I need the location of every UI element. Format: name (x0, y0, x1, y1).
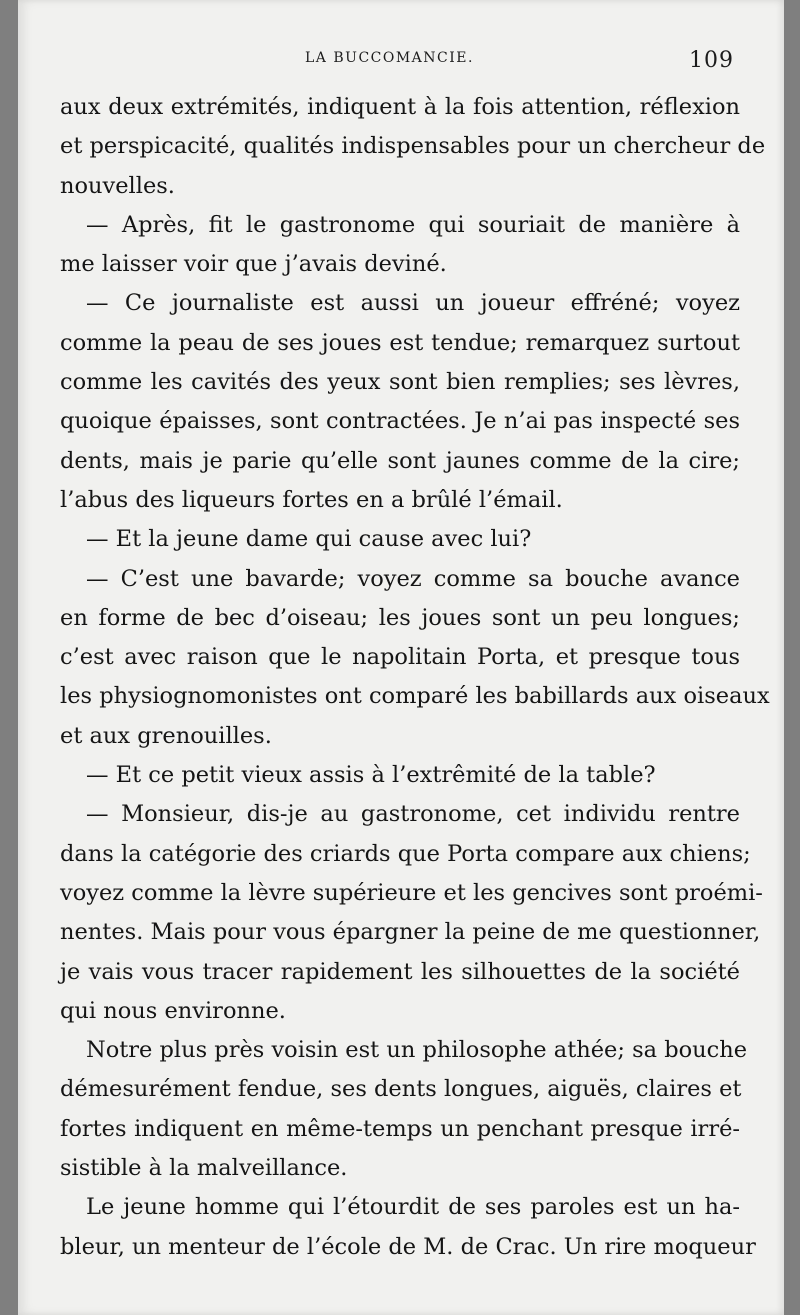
text-line: dans la catégorie des criards que Porta compare aux chiens; (60, 840, 751, 867)
page-number: 109 (689, 48, 734, 73)
text-line: c’est avec raison que le napolitain Porta, et presque tous (60, 644, 740, 671)
text-line: les physiognomonistes ont comparé les babillards aux oiseaux (60, 683, 770, 710)
paragraph (60, 756, 740, 795)
text-line: quoique épaisses, sont contractées. Je n’ai pas inspecté ses (60, 408, 740, 435)
book-page (18, 0, 784, 1315)
paragraph (60, 206, 740, 285)
text-line: démesurément fendue, ses dents longues, aiguës, claires et (60, 1076, 742, 1103)
text-line: et aux grenouilles. (60, 722, 272, 749)
paragraph (60, 1031, 748, 1188)
text-line: et perspicacité, qualités indispensables pour un chercheur de (60, 133, 766, 160)
text-line: — Après, fit le gastronome qui souriait de manière à (86, 211, 740, 238)
text-line: — Et ce petit vieux assis à l’extrêmité de la table? (86, 762, 656, 789)
text-line: nentes. Mais pour vous épargner la peine de me questionner, (60, 919, 761, 946)
running-head (18, 48, 784, 74)
paragraph (60, 520, 740, 559)
text-line: me laisser voir que j’avais deviné. (60, 251, 447, 278)
paragraph (60, 88, 766, 206)
paragraph (60, 560, 770, 756)
text-line: nouvelles. (60, 172, 175, 199)
text-line: voyez comme la lèvre supérieure et les gencives sont proémi- (60, 879, 763, 906)
text-line: — Monsieur, dis-je au gastronome, cet individu rentre (86, 801, 740, 828)
text-line: qui nous environne. (60, 997, 286, 1024)
paragraph (60, 795, 763, 1031)
text-body (60, 88, 770, 1267)
running-title: LA BUCCOMANCIE. (305, 50, 474, 66)
text-line: fortes indiquent en même-temps un penchant presque irré- (60, 1115, 740, 1142)
text-line: l’abus des liqueurs fortes en a brûlé l’émail. (60, 486, 563, 513)
text-line: je vais vous tracer rapidement les silhouettes de la société (60, 958, 740, 985)
text-line: en forme de bec d’oiseau; les joues sont un peu longues; (60, 604, 740, 631)
text-line: Le jeune homme qui l’étourdit de ses paroles est un ha- (86, 1194, 740, 1221)
text-line: comme la peau de ses joues est tendue; remarquez surtout (60, 329, 740, 356)
paragraph (60, 284, 740, 520)
paragraph (60, 1188, 756, 1267)
text-line: — Et la jeune dame qui cause avec lui? (86, 526, 532, 553)
text-line: dents, mais je parie qu’elle sont jaunes comme de la cire; (60, 447, 740, 474)
text-line: — C’est une bavarde; voyez comme sa bouche avance (86, 565, 740, 592)
text-line: Notre plus près voisin est un philosophe athée; sa bouche (86, 1037, 748, 1064)
text-line: aux deux extrémités, indiquent à la fois attention, réflexion (60, 94, 740, 120)
text-line: — Ce journaliste est aussi un joueur effréné; voyez (86, 290, 740, 317)
text-line: sistible à la malveillance. (60, 1155, 348, 1182)
text-line: comme les cavités des yeux sont bien remplies; ses lèvres, (60, 369, 740, 396)
text-line: bleur, un menteur de l’école de M. de Crac. Un rire moqueur (60, 1233, 756, 1260)
